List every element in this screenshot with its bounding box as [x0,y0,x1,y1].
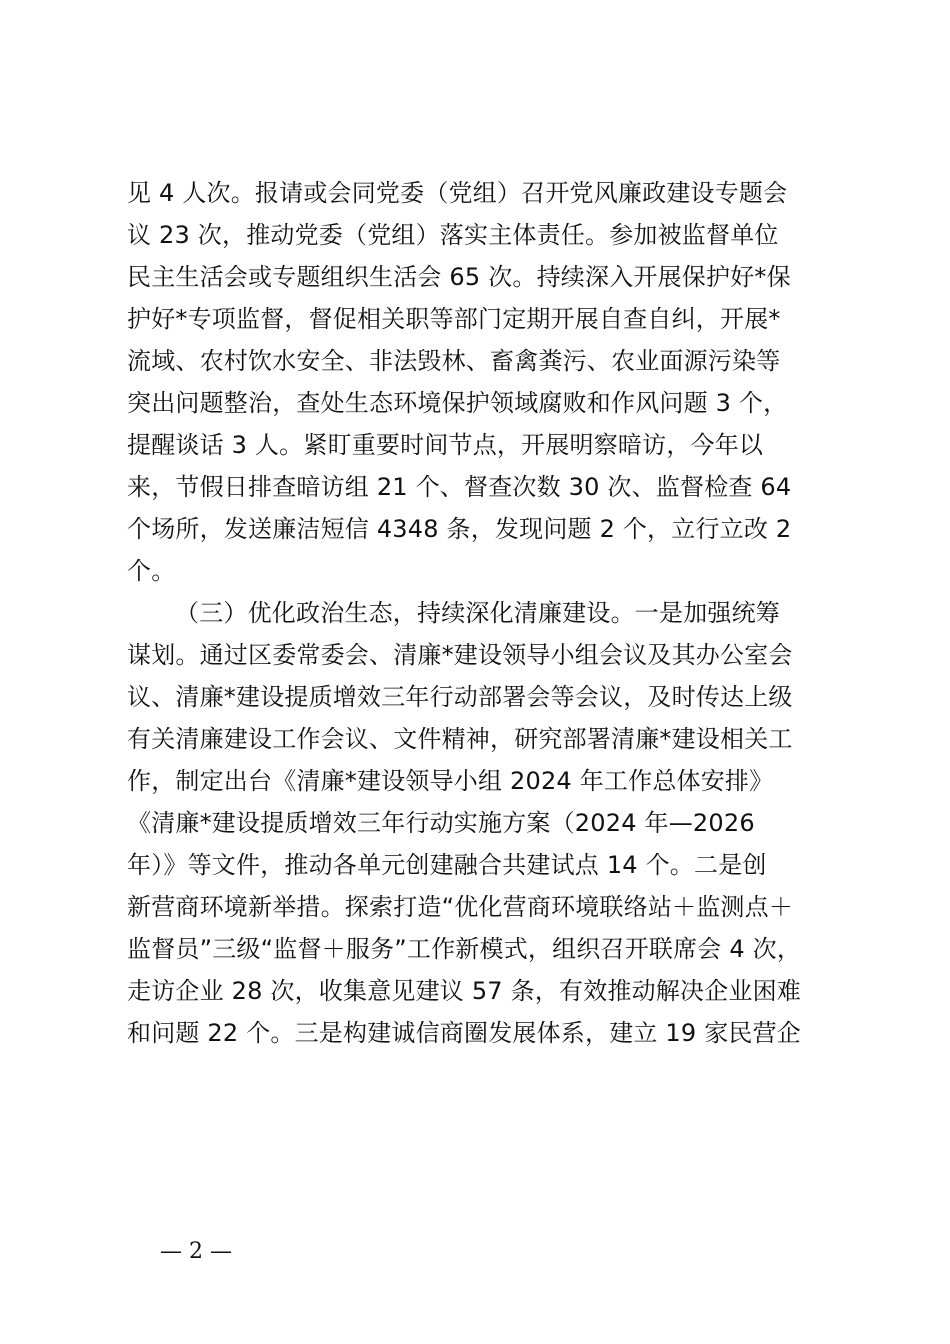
text-line: 新营商环境新举措。探索打造“优化营商环境联络站＋监测点＋ [127,893,794,921]
text-line: 个场所，发送廉洁短信 4348 条，发现问题 2 个，立行立改 2 [127,515,792,543]
text-line: 年）》等文件，推动各单元创建融合共建试点 14 个。二是创 [127,851,767,879]
text-line: 突出问题整治，查处生态环境保护领域腐败和作风问题 3 个， [127,389,788,417]
text-line: 走访企业 28 次，收集意见建议 57 条，有效推动解决企业困难 [127,977,801,1005]
text-line: 来，节假日排查暗访组 21 个、督查次数 30 次、监督检查 64 [127,473,792,501]
text-line: 民主生活会或专题组织生活会 65 次。持续深入开展保护好*保 [127,263,791,291]
text-line: 作，制定出台《清廉*建设领导小组 2024 年工作总体安排》 [127,767,774,795]
section-heading-line: （三）优化政治生态，持续深化清廉建设。一是加强统筹 [175,599,780,627]
text-line: 提醒谈话 3 人。紧盯重要时间节点，开展明察暗访，今年以 [127,431,764,459]
text-line: 有关清廉建设工作会议、文件精神，研究部署清廉*建设相关工 [127,725,793,753]
text-line: 议 23 次，推动党委（党组）落实主体责任。参加被监督单位 [127,221,779,249]
text-line: 个。 [127,557,176,585]
text-line: 流域、农村饮水安全、非法毁林、畜禽粪污、农业面源污染等 [127,347,781,375]
text-line: 和问题 22 个。三是构建诚信商圈发展体系，建立 19 家民营企 [127,1019,801,1047]
text-line: 见 4 人次。报请或会同党委（党组）召开党风廉政建设专题会 [127,179,788,207]
document-body [127,172,827,1054]
text-line: 《清廉*建设提质增效三年行动实施方案（2024 年—2026 [127,809,755,837]
text-line: 议、清廉*建设提质增效三年行动部署会等会议，及时传达上级 [127,683,793,711]
text-line: 谋划。通过区委常委会、清廉*建设领导小组会议及其办公室会 [127,641,793,669]
text-line: 护好*专项监督，督促相关职等部门定期开展自查自纠，开展* [127,305,781,333]
text-line: 监督员”三级“监督＋服务”工作新模式，组织召开联席会 4 次， [127,935,802,963]
page-number: — 2 — [160,1239,232,1264]
